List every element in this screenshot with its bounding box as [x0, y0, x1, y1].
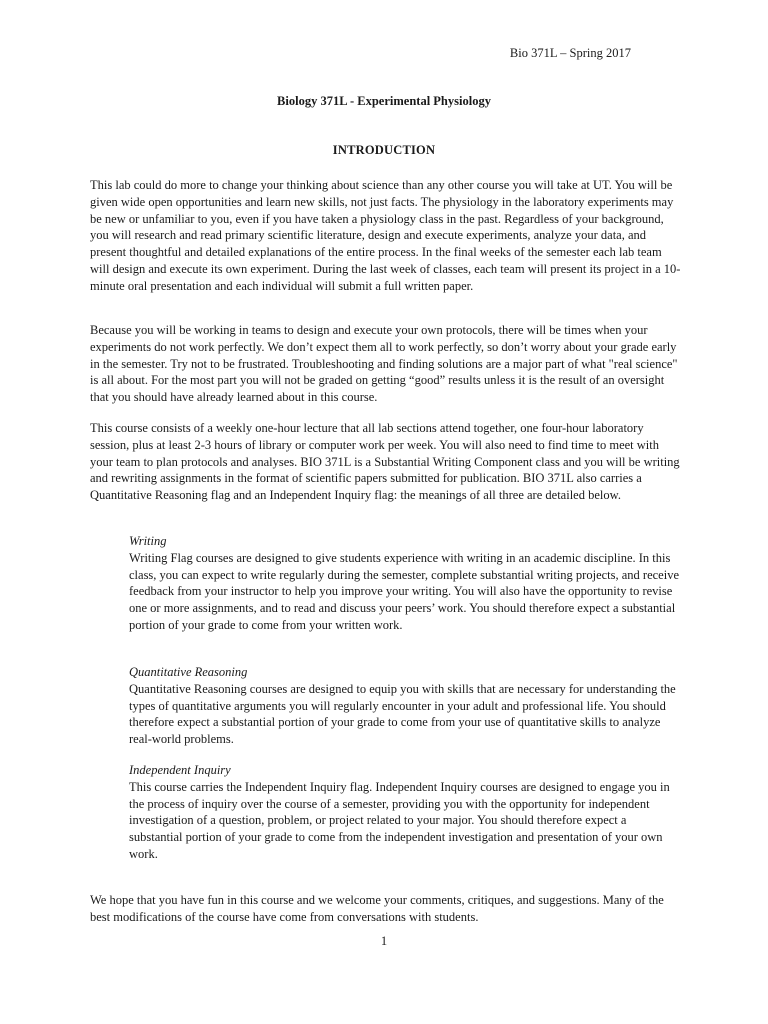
writing-flag-section [129, 533, 682, 634]
flag-title-writing: Writing [129, 534, 167, 548]
page-number: 1 [380, 934, 388, 948]
closing-paragraph: We hope that you have fun in this course and we welcome your comments, critiques, and suggestions. Many of the best modifications of the course have come from conversations with students. [90, 893, 664, 924]
intro-paragraph-3: This course consists of a weekly one-hour lecture that all lab sections attend together, one four-hour laboratory session, plus at least 2-3 hours of library or computer work per week. You will also need to find time to meet with your team to plan protocols and analyses. BIO 371L is a Substantial Writing Component class and you will be writing and rewriting assignments in the format of scientific papers submitted for publication. BIO 371L also carries a Quantitative Reasoning flag and an Independent Inquiry flag: the meanings of all three are detailed below. [90, 421, 680, 503]
flag-title-independent-inquiry: Independent Inquiry [129, 763, 231, 777]
quantitative-reasoning-flag-section [129, 664, 682, 748]
flag-text-independent-inquiry: This course carries the Independent Inquiry flag. Independent Inquiry courses are designed to engage you in the process of inquiry over the course of a semester, providing you with the opportunity for independent investigation of a question, problem, or project related to your major. You should therefore expect a substantial portion of your grade to come from the independent investigation and presentation of your own work. [129, 779, 670, 861]
section-heading: INTRODUCTION [332, 143, 436, 157]
flag-title-quantitative-reasoning: Quantitative Reasoning [129, 665, 248, 679]
flag-text-quantitative-reasoning: Quantitative Reasoning courses are designed to equip you with skills that are necessary for understanding the types of quantitative arguments you will regularly encounter in your adult and professional life. You should therefore expect a substantial portion of your grade to come from your use of quantitative skills to analyze real-world problems. [129, 681, 676, 747]
intro-paragraph-2: Because you will be working in teams to design and execute your own protocols, there will be times when your experiments do not work perfectly. We don’t expect them all to work perfectly, so don’t worry about your grade early in the semester. Try not to be frustrated. Troubleshooting and finding solutions are a major part of what "real science" is all about. For the most part you will not be graded on getting “good” results unless it is the result of an oversight that you should have already learned about in this course. [90, 323, 678, 405]
document-title: Biology 371L - Experimental Physiology [277, 94, 491, 108]
running-header: Bio 371L – Spring 2017 [509, 46, 631, 60]
intro-paragraph-1: This lab could do more to change your thinking about science than any other course you will take at UT. You will be given wide open opportunities and learn new skills, not just facts. The physiology in the laboratory experiments may be new or unfamiliar to you, even if you have taken a physiology class in the past. Regardless of your background, you will research and read primary scientific literature, design and execute experiments, analyze your data, and present thoughtful and detailed explanations of the entire process. In the final weeks of the semester each lab team will design and execute its own experiment. During the last week of classes, each team will present its project in a 10-minute oral presentation and each individual will submit a full written paper. [90, 178, 681, 293]
independent-inquiry-flag-section [129, 762, 682, 863]
flag-text-writing: Writing Flag courses are designed to give students experience with writing in an academic discipline. In this class, you can expect to write regularly during the semester, complete substantial writing projects, and receive feedback from your instructor to help you improve your writing. You will also have the opportunity to revise one or more assignments, and to read and discuss your peers’ work. You should therefore expect a substantial portion of your grade to come from your written work. [129, 550, 680, 632]
